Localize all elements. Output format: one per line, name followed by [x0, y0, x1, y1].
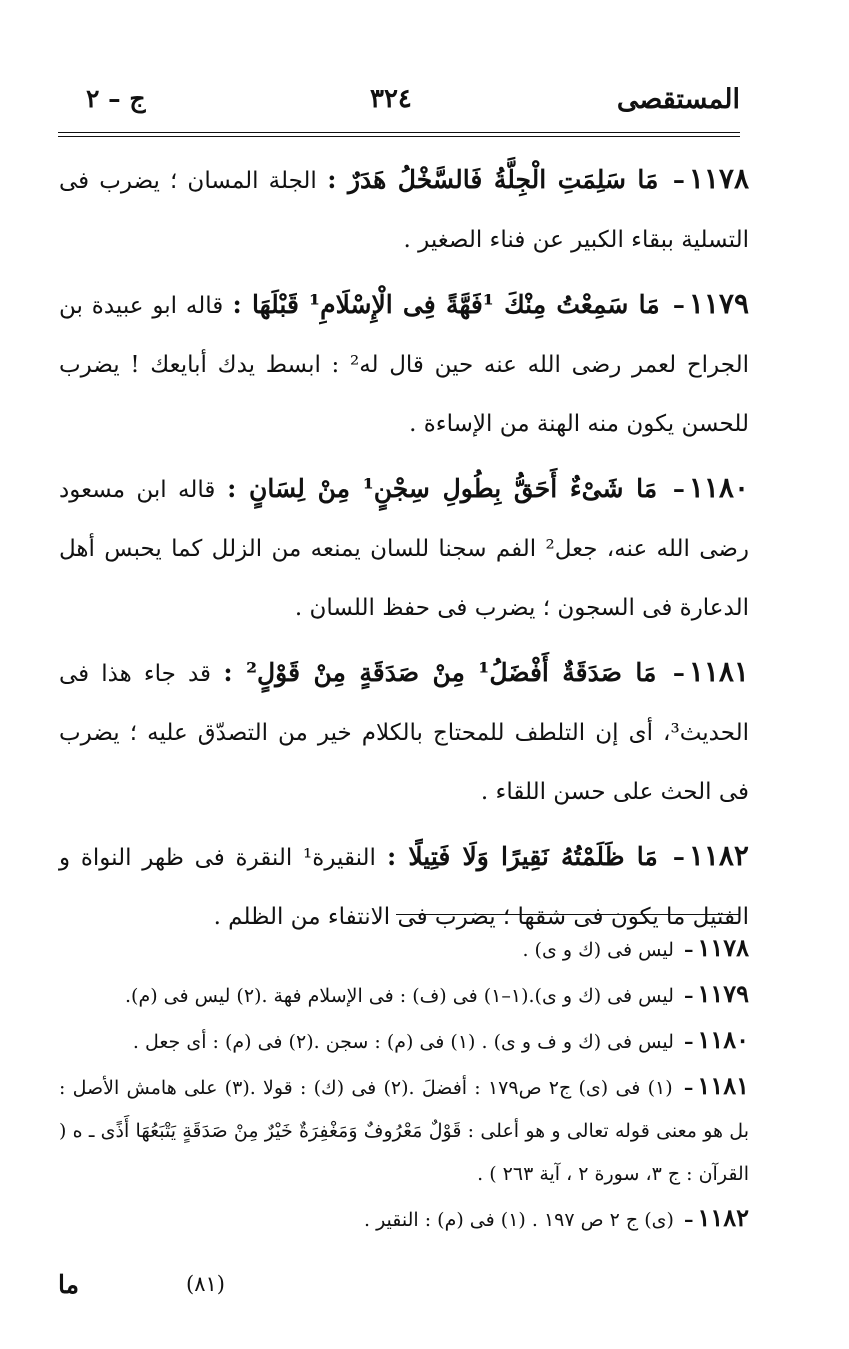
proverb-entry: ١١٧٨– مَا سَلِمَتِ الْجِلَّةُ فَالسَّخْلُ هَدَرٌ : الجلة المسان ؛ يضرب فى التسلية ببقاء الكبير عن فناء الصغير .	[59, 162, 749, 253]
footnote-number: ١١٨١	[697, 1071, 749, 1100]
footnote: ١١٨٠– ليس فى (ك و ف و ى) . (١) فى (م) : سجن .(٢) فى (م) : أى جعل .	[132, 1025, 749, 1054]
footnote-text: ليس فى (ك و ف و ى) . (١) فى (م) : سجن .(٢) فى (م) : أى جعل .	[132, 1031, 674, 1053]
volume-label: ج – ٢	[86, 84, 146, 113]
footnote-number: ١١٨٢	[697, 1203, 749, 1232]
page-number: ٣٢٤	[370, 84, 412, 114]
proverb-entry: ١١٧٩– مَا سَمِعْتُ مِنْكَ ¹فَهَّةً فِى الْإِسْلَامِ¹ قَبْلَهَا : قاله ابو عبيدة بن الجراح لعمر رضى الله عنه حين قال له² : ابسط يدك أبايعك ! يضرب للحسن يكون منه الهنة من الإساءة .	[59, 287, 749, 437]
entry-proverb: مَا صَدَقَةٌ أَفْضَلُ¹ مِنْ صَدَقَةٍ مِنْ قَوْلٍ² :	[223, 658, 657, 687]
entry-proverb: مَا شَىْءٌ أَحَقُّ بِطُولِ سِجْنٍ¹ مِنْ لِسَانٍ :	[227, 474, 658, 503]
catchword: ما	[58, 1270, 80, 1299]
entry-number: ١١٨٠	[688, 471, 749, 504]
entry-proverb: مَا سَمِعْتُ مِنْكَ ¹فَهَّةً فِى الْإِسْلَامِ¹ قَبْلَهَا :	[232, 290, 660, 319]
signature-mark: (٨١)	[186, 1272, 225, 1296]
footnote-number: ١١٨٠	[697, 1025, 749, 1054]
footnotes	[59, 926, 749, 1242]
entry-explanation: قاله ابن مسعود رضى الله عنه، جعل² الفم سجنا للسان يمنعه من الزلل كما يحبس أهل الدعارة فى السجون ؛ يضرب فى حفظ اللسان .	[59, 477, 750, 621]
footnote-number: ١١٧٨	[697, 933, 749, 962]
entry-number: ١١٧٩	[688, 287, 749, 320]
footnote: ١١٧٩– ليس فى (ك و ى).(١–١) فى (ف) : فى الإسلام فهة .(٢) ليس فى (م).	[125, 979, 749, 1008]
entry-number: ١١٧٨	[688, 162, 749, 195]
entry-explanation: الجلة المسان ؛ يضرب فى التسلية ببقاء الكبير عن فناء الصغير .	[59, 168, 749, 253]
entry-explanation: قاله ابو عبيدة بن الجراح لعمر رضى الله عنه حين قال له² : ابسط يدك أبايعك ! يضرب للحسن يكون منه الهنة من الإساءة .	[59, 293, 749, 437]
footnote-text: ليس فى (ك و ى).(١–١) فى (ف) : فى الإسلام فهة .(٢) ليس فى (م).	[125, 985, 674, 1007]
header-double-rule	[58, 132, 740, 137]
entry-explanation: قد جاء هذا فى الحديث³، أى إن التلطف للمحتاج بالكلام خير من التصدّق عليه ؛ يضرب فى الحث على حسن اللقاء .	[59, 661, 749, 805]
footnote-text: (ى) ج ٢ ص ١٩٧ . (١) فى (م) : النقير .	[363, 1209, 674, 1231]
footnote: ١١٧٨– ليس فى (ك و ى) .	[522, 933, 749, 962]
footnote-separator	[396, 914, 740, 915]
proverb-entries	[59, 150, 749, 952]
proverb-entry: ١١٨٢– مَا ظَلَمْتُهُ نَقِيرًا وَلَا فَتِيلًا : النقيرة¹ النقرة فى ظهر النواة و الفتيل ما يكون فى شقها ؛ يضرب فى الانتفاء من الظلم .	[59, 839, 749, 930]
entry-proverb: مَا ظَلَمْتُهُ نَقِيرًا وَلَا فَتِيلًا :	[387, 842, 658, 871]
entry-number: ١١٨٢	[688, 839, 749, 872]
running-head	[70, 84, 740, 124]
footnote-text: ليس فى (ك و ى) .	[522, 939, 674, 961]
footnote: ١١٨١– (١) فى (ى) ج٢ ص١٧٩ : أفضلَ .(٢) فى (ك) : قولا .(٣) على هامش الأصل : بل هو معنى قوله تعالى و هو أعلى : قَوْلٌ مَعْرُوفٌ وَمَغْفِرَةٌ خَيْرٌ مِنْ صَدَقَةٍ يَتْبَعُهَا أَذًى ـ ه ( القرآن : ج ٣، سورة ٢ ، آية ٢٦٣ ) .	[59, 1071, 749, 1185]
entry-explanation: النقيرة¹ النقرة فى ظهر النواة و الفتيل ما يكون فى شقها ؛ يضرب فى الانتفاء من الظلم .	[59, 845, 749, 930]
footnote-text: (١) فى (ى) ج٢ ص١٧٩ : أفضلَ .(٢) فى (ك) : قولا .(٣) على هامش الأصل : بل هو معنى قوله تعالى و هو أعلى : قَوْلٌ مَعْرُوفٌ وَمَغْفِرَةٌ خَيْرٌ مِنْ صَدَقَةٍ يَتْبَعُهَا أَذًى ـ ه ( القرآن : ج ٣، سورة ٢ ، آية ٢٦٣ ) .	[59, 1077, 749, 1185]
footnote-number: ١١٧٩	[697, 979, 749, 1008]
proverb-entry: ١١٨٠– مَا شَىْءٌ أَحَقُّ بِطُولِ سِجْنٍ¹ مِنْ لِسَانٍ : قاله ابن مسعود رضى الله عنه، جعل² الفم سجنا للسان يمنعه من الزلل كما يحبس أهل الدعارة فى السجون ؛ يضرب فى حفظ اللسان .	[59, 471, 750, 621]
footnote: ١١٨٢– (ى) ج ٢ ص ١٩٧ . (١) فى (م) : النقير .	[363, 1203, 749, 1232]
entry-proverb: مَا سَلِمَتِ الْجِلَّةُ فَالسَّخْلُ هَدَرٌ :	[327, 165, 659, 194]
entry-number: ١١٨١	[688, 655, 749, 688]
book-title: المستقصى	[616, 84, 740, 115]
proverb-entry: ١١٨١– مَا صَدَقَةٌ أَفْضَلُ¹ مِنْ صَدَقَةٍ مِنْ قَوْلٍ² : قد جاء هذا فى الحديث³، أى إن التلطف للمحتاج بالكلام خير من التصدّق عليه ؛ يضرب فى الحث على حسن اللقاء .	[59, 655, 749, 805]
